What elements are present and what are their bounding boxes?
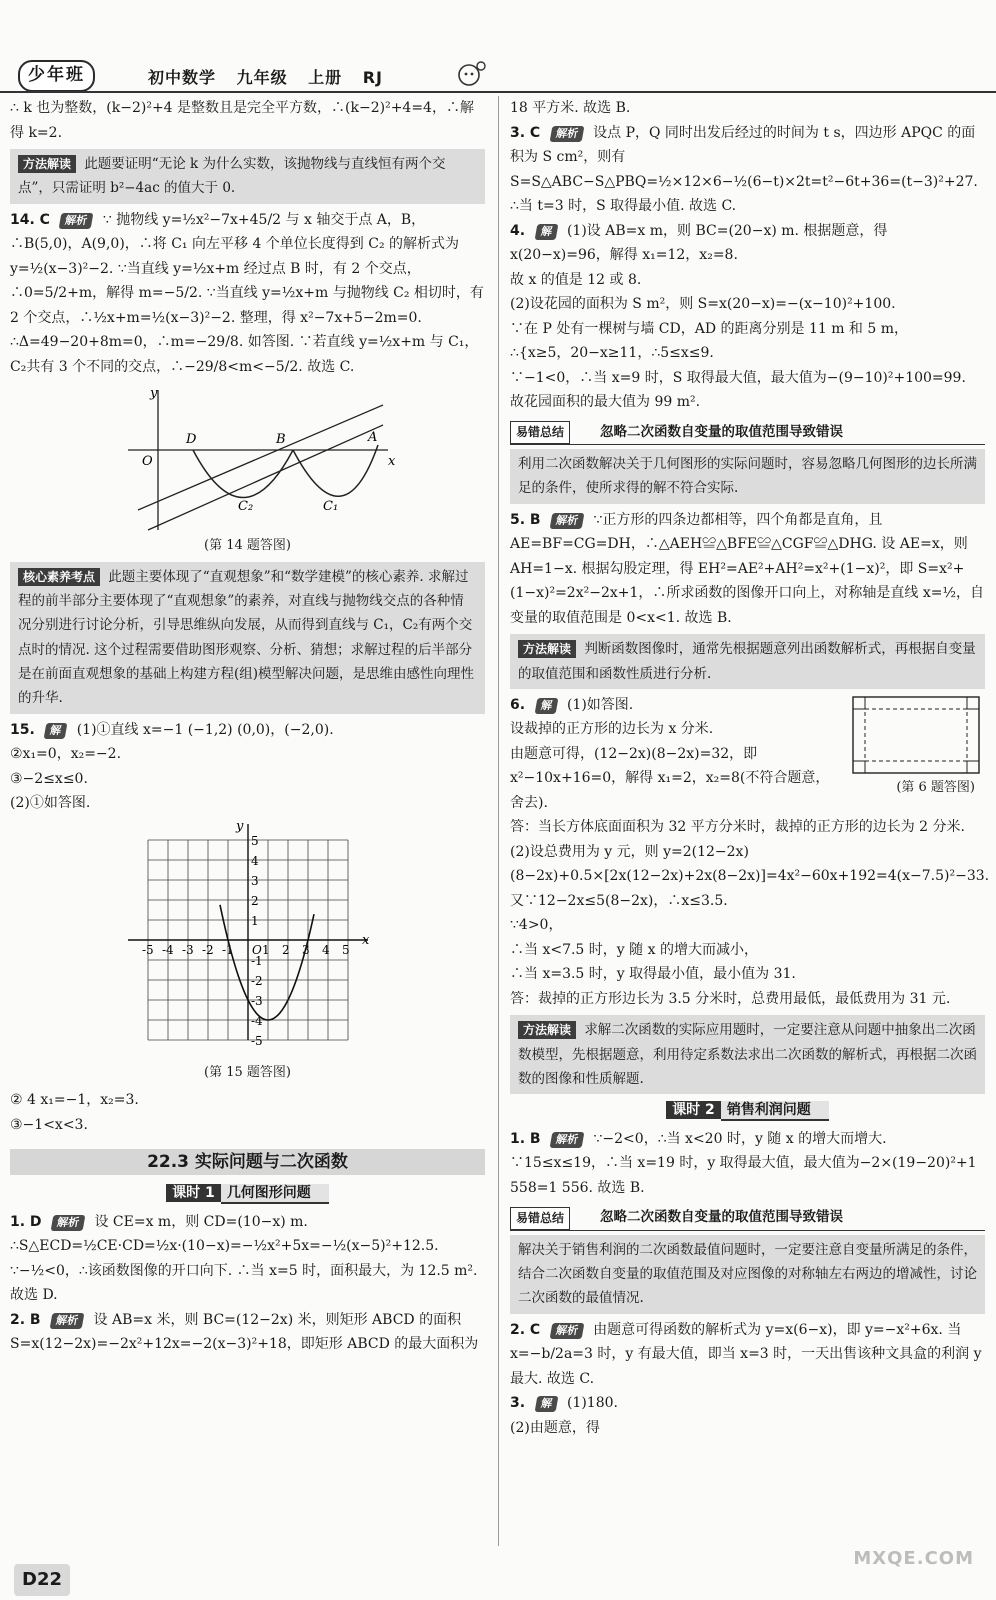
question-6-line-8: ∴当 x<7.5 时，y 随 x 的增大而减小，: [510, 941, 758, 958]
parabola-curve: [220, 904, 314, 1019]
method-box: [510, 1015, 985, 1094]
question-14: [10, 208, 485, 380]
y-tick-label: -5: [250, 1033, 263, 1048]
figure-15-caption: (第 15 题答图): [204, 1064, 291, 1080]
method-box: [10, 149, 485, 204]
fig14-point-d: D: [185, 432, 196, 448]
lesson-1-question-2: [10, 1308, 485, 1357]
left-column: [10, 96, 485, 1357]
page-number: D22: [14, 1564, 70, 1596]
lesson-2-question-3-line-1: (1)180.: [566, 1395, 618, 1412]
question-15-line-5: ② 4 x₁=−1，x₂=3.: [10, 1092, 139, 1109]
question-5-number: 5. B: [510, 511, 541, 528]
x-tick-label: -1: [221, 942, 234, 957]
analysis-tag: 解析: [59, 213, 94, 229]
lesson-2-question-3: [510, 1391, 985, 1416]
origin-label: O: [251, 942, 262, 957]
fig14-y-label: y: [149, 386, 157, 402]
question-15-line-4: (2)①如答图.: [10, 795, 91, 812]
question-4-number: 4.: [510, 222, 526, 239]
header-rule: [0, 91, 996, 93]
lesson-1-question-2-text: 设 AB=x 米，则 BC=(12−2x) 米，则矩形 ABCD 的面积 S=x(12−2x)=−2x²+12x=−2(x−3)²+18，即矩形 ABCD 的最大面积为: [10, 1311, 479, 1353]
question-5: [510, 508, 985, 631]
y-tick-label: -1: [250, 953, 263, 968]
question-6-line-5: (2)设总费用为 y 元，则 y=2(12−2x)(8−2x)+0.5×[2x(12−2x)+2x(8−2x)]=4x²−60x+192=4(x−7.5)²−33.: [510, 843, 990, 885]
solution-tag: 解: [534, 698, 558, 714]
question-4-line-4: ∵在 P 处有一棵树与墙 CD，AD 的距离分别是 11 m 和 5 m，: [510, 320, 909, 337]
y-tick-label: -4: [250, 1013, 263, 1028]
question-14-number: 14. C: [10, 211, 50, 228]
series-logo: 少年班: [18, 60, 95, 92]
lesson-2-question-1-text: ∵−2<0，∴当 x<20 时，y 随 x 的增大而增大. ∵15≤x≤19，∴当 x=19 时，y 取得最大值，最大值为−2×(19−20)²+1 558=1 556. 故选 B.: [510, 1130, 977, 1196]
y-tick-label: -2: [250, 973, 263, 988]
x-tick-label: 1: [261, 942, 270, 957]
core-literacy-label: 核心素养考点: [18, 568, 100, 586]
site-watermark: MXQE.COM: [853, 1547, 974, 1569]
lesson-2-question-3-line-2: (2)由题意，得: [510, 1419, 600, 1436]
section-title: 22.3 实际问题与二次函数: [10, 1149, 485, 1175]
error-summary-heading: [510, 1206, 985, 1231]
method-box: [510, 634, 985, 689]
question-6-line-1: (1)如答图.: [566, 696, 634, 713]
right-column: [510, 96, 990, 1440]
x-tick-label: -5: [141, 942, 154, 957]
lesson-2-question-3-number: 3.: [510, 1395, 526, 1412]
x-tick-label: 5: [341, 942, 350, 957]
question-15-line-2: ②x₁=0，x₂=−2.: [10, 746, 122, 763]
lesson-1-question-1: [10, 1210, 485, 1308]
solution-tag: 解: [44, 723, 68, 739]
error-summary-box: 解决关于销售利润的二次函数最值问题时，一定要注意自变量所满足的条件，结合二次函数自变量的取值范围及对应图像的对称轴左右两边的增减性，讨论二次函数的最值情况.: [510, 1235, 985, 1314]
lesson-1-heading: [10, 1181, 485, 1206]
method-box-text: 求解二次函数的实际应用题时，一定要注意从问题中抽象出二次函数模型，先根据题意，利用待定系数法求出二次函数的解析式，再根据二次函数的图像和性质解题.: [518, 1022, 977, 1087]
y-tick-label: 2: [250, 893, 259, 908]
question-4-line-2: 故 x 的值是 12 或 8.: [510, 271, 642, 288]
method-box-text: 此题要证明“无论 k 为什么实数，该抛物线与直线恒有两个交点”，只需证明 b²−4ac 的值大于 0.: [18, 156, 446, 197]
figure-15: [123, 822, 373, 1062]
question-6-line-9: ∴当 x=3.5 时，y 取得最小值，最小值为 31.: [510, 966, 796, 983]
question-4-line-5: ∴{x≥5，20−x≥11，∴5≤x≤9.: [510, 345, 714, 361]
lesson-2-heading: [510, 1098, 985, 1123]
fig14-c2-label: C₂: [237, 499, 253, 515]
analysis-tag: 解析: [50, 1313, 85, 1329]
fig14-point-a: A: [367, 430, 377, 446]
lesson-2-question-1-number: 1. B: [510, 1130, 541, 1147]
lesson-2-question-2: [510, 1318, 985, 1392]
solution-tag: 解: [534, 1396, 558, 1412]
question-3-text: 设点 P，Q 同时出发后经过的时间为 t s，四边形 APQC 的面积为 S cm²，则有 S=S△ABC−S△PBQ=½×12×6−½(6−t)×2t=t²−6t+36=(t−3)²+27. ∴当 t=3 时，S 取得最小值. 故选 C.: [510, 124, 978, 214]
question-15-number: 15.: [10, 721, 35, 738]
figure-14: [98, 385, 398, 535]
core-literacy-text: 此题主要体现了“直观想象”和“数学建模”的核心素养. 求解过程的前半部分主要体现了“直观想象”的素养，对直线与抛物线交点的各种情况分别进行讨论分析，引导思维纵向发展，从而得到直线与 C₁，C₂有两个交点时的情况. 这个过程需要借助图形观察、分析、猜想；求解过程的后半部分是在前面直观想象的基础上构建方程(组)模型解决问题，是思维由感性向理性的升华.: [18, 568, 475, 707]
error-summary-label: 易错总结: [510, 421, 570, 444]
lesson-1-title: 几何图形问题: [221, 1184, 329, 1204]
question-6-line-4: 答：当长方体底面面积为 32 平方分米时，裁掉的正方形的边长为 2 分米.: [510, 819, 965, 836]
question-14-text: ∵ 抛物线 y=½x²−7x+45/2 与 x 轴交于点 A，B，∴B(5,0)，A(9,0)，∴将 C₁ 向左平移 4 个单位长度得到 C₂ 的解析式为 y=½(x−3)²−2. ∵当直线 y=½x+m 经过点 B 时，有 2 个交点，∴0=5/2+m，解得 m=−5/2. ∵当直线 y=½x+m 与抛物线 C₂ 相切时，有 2 个交点，∴½x+m=½(x−3)²−2. 整理，得 x²−7x+5−2m=0. ∴Δ=49−20+8m=0，∴m=−29/8. 如答图. ∵若直线 y=½x+m 与 C₁，C₂共有 3 个不同的交点，∴−29/8<m<−5/2. 故选 C.: [10, 211, 484, 375]
question-3-number: 3. C: [510, 124, 541, 141]
error-summary-box: 利用二次函数解决关于几何图形的实际问题时，容易忽略几何图形的边长所满足的条件，使所求得的解不符合实际.: [510, 449, 985, 504]
analysis-tag: 解析: [549, 126, 584, 142]
question-15-line-3: ③−2≤x≤0.: [10, 770, 88, 787]
y-tick-label: 5: [250, 833, 259, 848]
right-continuation-text: 18 平方米. 故选 B.: [510, 100, 631, 116]
question-4-line-3: (2)设花园的面积为 S m²，则 S=x(20−x)=−(x−10)²+100.: [510, 296, 896, 312]
question-6-number: 6.: [510, 696, 526, 713]
book-title: 初中数学 九年级 上册 RJ: [148, 68, 383, 87]
error-summary-title: 忽略二次函数自变量的取值范围导致错误: [600, 1209, 844, 1226]
lesson-2-question-1: [510, 1127, 985, 1201]
lesson-1-question-2-number: 2. B: [10, 1311, 41, 1328]
figure-14-caption: (第 14 题答图): [204, 538, 291, 554]
lesson-2-title: 销售利润问题: [721, 1101, 829, 1121]
x-tick-label: -3: [181, 942, 194, 957]
question-6-block: [510, 693, 985, 816]
method-box-label: 方法解读: [518, 640, 576, 658]
x-tick-label: 4: [321, 942, 330, 957]
y-axis-label: y: [235, 821, 243, 834]
method-box-label: 方法解读: [18, 155, 76, 173]
question-15-line-6: ③−1<x<3.: [10, 1116, 88, 1133]
question-4-line-6: ∵−1<0，∴当 x=9 时，S 取得最大值，最大值为−(9−10)²+100=99.: [510, 369, 966, 386]
mascot-icon: [455, 58, 489, 88]
y-tick-label: 3: [250, 873, 259, 888]
core-literacy-box: [10, 562, 485, 714]
y-tick-label: 1: [250, 913, 259, 928]
left-intro-text: ∴ k 也为整数，(k−2)²+4 是整数且是完全平方数，∴(k−2)²+4=4，∴解得 k=2.: [10, 100, 474, 141]
question-6-line-10: 答：裁掉的正方形边长为 3.5 分米时，总费用最低，最低费用为 31 元.: [510, 990, 951, 1007]
analysis-tag: 解析: [51, 1215, 86, 1231]
method-box-text: 判断函数图像时，通常先根据题意列出函数解析式，再根据自变量的取值范围和函数性质进行分析.: [518, 641, 976, 682]
analysis-tag: 解析: [550, 513, 585, 529]
x-axis-label: x: [361, 932, 369, 948]
question-3: [510, 121, 985, 219]
fig14-point-b: B: [275, 432, 286, 448]
column-divider: [498, 96, 499, 1546]
lesson-1-question-1-number: 1. D: [10, 1213, 42, 1230]
question-4: [510, 219, 985, 268]
lesson-2-question-2-text: 由题意可得函数的解析式为 y=x(6−x)，即 y=−x²+6x. 当 x=−b/2a=3 时，y 有最大值，即当 x=3 时，一天出售该种文具盒的利润 y 最大. 故选 C.: [510, 1321, 982, 1387]
lesson-1-question-1-text: 设 CE=x m，则 CD=(10−x) m. ∴S△ECD=½CE·CD=½x·(10−x)=−½x²+5x=−½(x−5)²+12.5. ∵−½<0，∴该函数图像的开口向下. ∴当 x=5 时，面积最大，为 12.5 m². 故选 D.: [10, 1213, 478, 1304]
x-tick-label: 2: [281, 942, 290, 957]
question-6-line-6: 又∵12−2x≤5(8−2x)，∴x≤3.5.: [510, 892, 728, 909]
fig14-c1-label: C₁: [322, 499, 338, 515]
fig14-x-label: x: [387, 454, 395, 470]
question-6-line-3: 由题意可得，(12−2x)(8−2x)=32，即 x²−10x+16=0，解得 x₁=2，x₂=8(不符合题意，舍去).: [510, 745, 830, 811]
error-summary-title: 忽略二次函数自变量的取值范围导致错误: [600, 423, 844, 440]
figure-6-caption: (第 6 题答图): [896, 779, 975, 795]
question-4-line-7: 故花园面积的最大值为 99 m².: [510, 394, 701, 410]
x-tick-label: 3: [301, 942, 310, 957]
analysis-tag: 解析: [550, 1132, 585, 1148]
page-header: [0, 0, 996, 92]
solution-tag: 解: [534, 224, 558, 240]
question-15: [10, 718, 485, 743]
figure-6: [851, 695, 981, 775]
error-summary-heading: [510, 421, 985, 446]
analysis-tag: 解析: [549, 1323, 584, 1339]
y-tick-label: -3: [250, 993, 263, 1008]
lesson-2-tag: 课时 2: [666, 1101, 721, 1119]
question-6-line-7: ∵4>0，: [510, 917, 563, 934]
question-4-line-1: (1)设 AB=x m，则 BC=(20−x) m. 根据题意，得 x(20−x)=96，解得 x₁=12，x₂=8.: [510, 222, 888, 263]
fig14-origin-label: O: [141, 454, 153, 470]
question-5-text: ∵正方形的四条边都相等，四个角都是直角，且 AE=BF=CG=DH，∴△AEH≌△BFE≌△CGF≌△DHG. 设 AE=x，则 AH=1−x. 根据勾股定理，得 EH²=AE²+AH²=x²+(1−x)²，即 S=x²+(1−x)²=2x²−2x+1，∴所求函数的图像开口向上，对称轴是直线 x=½，自变量的取值范围是 0<x<1. 故选 B.: [510, 511, 985, 626]
lesson-2-question-2-number: 2. C: [510, 1321, 541, 1338]
x-tick-label: -2: [201, 942, 214, 957]
question-6-line-2: 设裁掉的正方形的边长为 x 分米.: [510, 721, 714, 738]
method-box-label: 方法解读: [518, 1021, 576, 1039]
lesson-1-tag: 课时 1: [166, 1184, 221, 1202]
question-15-line-1: (1)①直线 x=−1 (−1,2) (0,0)，(−2,0).: [76, 721, 334, 738]
x-tick-label: -4: [161, 942, 174, 957]
y-tick-label: 4: [250, 853, 259, 868]
error-summary-label: 易错总结: [510, 1207, 570, 1230]
